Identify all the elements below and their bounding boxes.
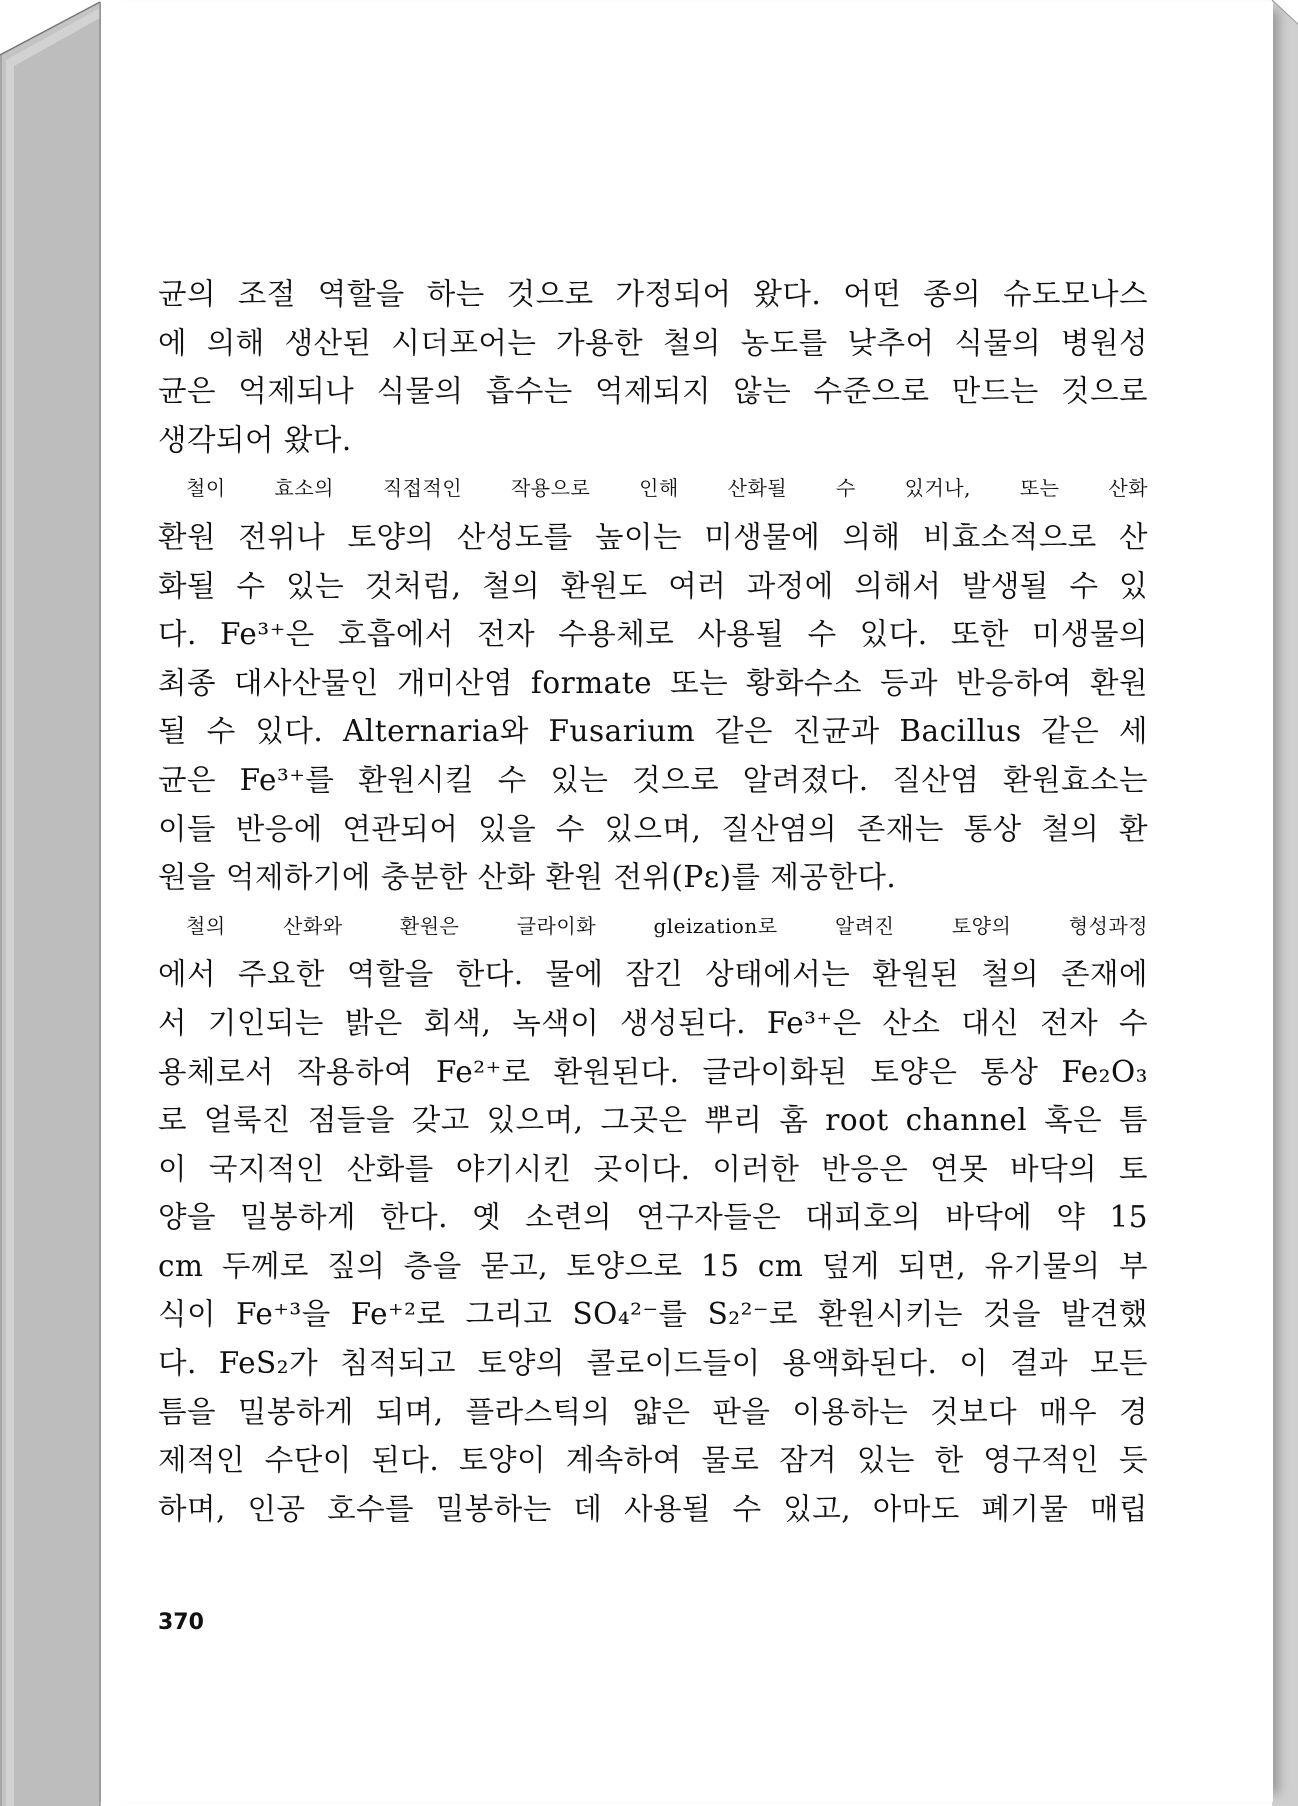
text-line-6: 환원 전위나 토양의 산성도를 높이는 미생물에 의해 비효소적으로 산 <box>158 519 1148 554</box>
text-line-11: 균은 Fe³⁺를 환원시킬 수 있는 것으로 알려졌다. 질산염 환원효소는 <box>158 762 1148 797</box>
text-line-15: 에서 주요한 역할을 한다. 물에 잠긴 상태에서는 환원된 철의 존재에 <box>158 957 1148 992</box>
text-line-12: 이들 반응에 연관되어 있을 수 있으며, 질산염의 존재는 통상 철의 환 <box>158 811 1148 846</box>
text-line-13: 원을 억제하기에 충분한 산화 환원 전위(Pε)를 제공한다. <box>158 860 897 895</box>
text-line-5: 철이 효소의 직접적인 작용으로 인해 산화될 수 있거나, 또는 산화 <box>186 476 1148 501</box>
text-line-8: 다. Fe³⁺은 호흡에서 전자 수용체로 사용될 수 있다. 또한 미생물의 <box>158 617 1148 652</box>
page-number: 370 <box>158 1610 204 1635</box>
body-text <box>158 270 1148 1533</box>
text-line-20: 양을 밀봉하게 한다. 옛 소련의 연구자들은 대피호의 바닥에 약 15 <box>158 1200 1148 1235</box>
text-line-19: 이 국지적인 산화를 야기시킨 곳이다. 이러한 반응은 연못 바닥의 토 <box>158 1151 1148 1186</box>
text-line-7: 화될 수 있는 것처럼, 철의 환원도 여러 과정에 의해서 발생될 수 있 <box>158 568 1148 603</box>
text-line-14: 철의 산화와 환원은 글라이화 gleization로 알려진 토양의 형성과정 <box>186 913 1148 938</box>
text-line-2: 에 의해 생산된 시더포어는 가용한 철의 농도를 낮추어 식물의 병원성 <box>158 325 1148 360</box>
text-line-23: 다. FeS₂가 침적되고 토양의 콜로이드들이 용액화된다. 이 결과 모든 <box>158 1346 1148 1381</box>
text-line-24: 틈을 밀봉하게 되며, 플라스틱의 얇은 판을 이용하는 것보다 매우 경 <box>158 1394 1148 1429</box>
text-line-25: 제적인 수단이 된다. 토양이 계속하여 물로 잠겨 있는 한 영구적인 듯 <box>158 1443 1148 1478</box>
text-line-18: 로 얼룩진 점들을 갖고 있으며, 그곳은 뿌리 홈 root channel 혹은 틈 <box>158 1103 1148 1138</box>
text-line-4: 생각되어 왔다. <box>158 422 352 457</box>
text-line-17: 용체로서 작용하여 Fe²⁺로 환원된다. 글라이화된 토양은 통상 Fe₂O₃ <box>158 1054 1148 1089</box>
text-line-3: 균은 억제되나 식물의 흡수는 억제되지 않는 수준으로 만드는 것으로 <box>158 374 1148 409</box>
text-line-26: 하며, 인공 호수를 밀봉하는 데 사용될 수 있고, 아마도 폐기물 매립 <box>158 1491 1148 1526</box>
text-line-9: 최종 대사산물인 개미산염 formate 또는 황화수소 등과 반응하여 환원 <box>158 665 1148 700</box>
text-line-22: 식이 Fe⁺³을 Fe⁺²로 그리고 SO₄²⁻를 S₂²⁻로 환원시키는 것을 발견했 <box>158 1297 1148 1332</box>
text-line-21: cm 두께로 짚의 층을 묻고, 토양으로 15 cm 덮게 되면, 유기물의 부 <box>158 1248 1148 1283</box>
text-line-16: 서 기인되는 밝은 회색, 녹색이 생성된다. Fe³⁺은 산소 대신 전자 수 <box>158 1005 1148 1040</box>
text-line-10: 될 수 있다. Alternaria와 Fusarium 같은 진균과 Bacillus 같은 세 <box>158 714 1148 749</box>
text-line-1: 균의 조절 역할을 하는 것으로 가정되어 왔다. 어떤 종의 슈도모나스 <box>158 277 1148 311</box>
